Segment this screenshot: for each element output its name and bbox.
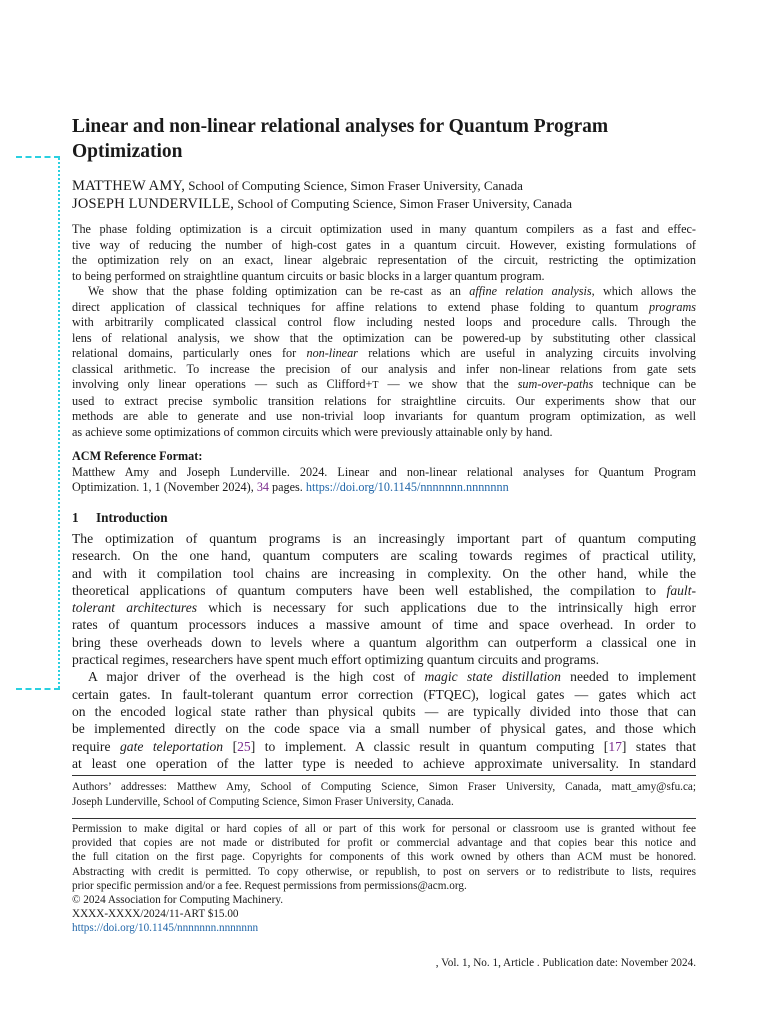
abstract-line: the optimization rely on an exact, linear algebraic representation of the circuit, restricting the optimization [72,253,696,267]
annotation-dots-side [58,158,60,688]
abstract-line [72,284,696,300]
permission-notice [72,822,696,936]
abstract [72,222,696,440]
body-line: research. On the one hand, quantum computers are scaling towards regimes of practical utility, [72,548,696,564]
body-line: The optimization of quantum programs is an increasingly important part of quantum computing [72,531,696,546]
abstract-line [72,300,696,316]
text-run: require [72,738,120,754]
text-run: relations which are useful in analyzing circuits involving [357,346,696,360]
section-number: 1 [72,510,79,525]
body-line [72,582,696,599]
doi-link[interactable]: https://doi.org/10.1145/nnnnnnn.nnnnnnn [72,922,259,935]
body-line: bring these overheads down to levels where a quantum algorithm can outperform a classical one in [72,634,696,650]
permission-line: the full citation on the first page. Copyrights for components of this work owned by others than ACM must be honored. [72,851,696,864]
text-run: A major driver of the overhead is the high cost of [88,669,425,685]
abstract-line: methods are able to generate and use non-trivial loop invariants for quantum program optimization, as well [72,409,696,423]
emphasis: gate teleportation [119,738,224,754]
author-name: MATTHEW AMY, [72,178,186,194]
acm-reference [72,449,696,496]
body-line: and with it compilation tool chains are increasing in complexity. On the other hand, while the [72,565,696,581]
text-run: technique can be [593,377,697,391]
author-affiliation: School of Computing Science, Simon Fraser University, Canada [185,178,523,193]
emphasis: tolerant architectures [72,600,198,616]
address-line: Authors’ addresses: Matthew Amy, School of Computing Science, Simon Fraser University, Canada, matt_amy@sfu.ca; [72,781,696,793]
emphasis: sum-over-paths [517,377,594,391]
text-run: , which allows the [591,284,697,298]
text-run: Optimization. 1, 1 (November 2024), [72,480,257,494]
annotation-dashes-top [16,156,60,158]
text-run: which is necessary for such applications due to the intrinsically high error [197,600,696,616]
abstract-line: The phase folding optimization is a circuit optimization used in many quantum compilers as a fast and effec- [72,222,696,236]
permission-doi [72,921,696,935]
body-line: at least one operation of the latter type is needed to achieve approximate universality. In standard [72,755,696,771]
acm-reference-line: Matthew Amy and Joseph Lunderville. 2024. Linear and non-linear relational analyses for Quantum Program [72,464,696,479]
text-run: ] states that [621,738,696,754]
emphasis: affine relation analysis [469,284,592,298]
text-run: relational domains, particularly ones for [72,346,307,360]
body-line: certain gates. In fault-tolerant quantum error correction (FTQEC), logical gates — gates which act [72,686,696,702]
address-line: Joseph Lunderville, School of Computing Science, Simon Fraser University, Canada. [72,795,454,808]
author-addresses [72,780,696,809]
annotation-dashes-bottom [16,688,60,690]
text-run: direct application of classical techniques for affine relations to extend phase folding to quantum [72,299,650,314]
permission-line: prior specific permission and/or a fee. Request permissions from permissions@acm.org. [72,879,467,892]
author-list [72,177,696,213]
author-1 [72,177,696,195]
text-run: theoretical applications of quantum computers have been well established, the compilation to [72,582,667,598]
citation-link[interactable]: 17 [608,738,622,754]
paper-title: Linear and non-linear relational analyses for Quantum Program Optimization [72,116,609,162]
section-heading [72,510,168,526]
abstract-line: tive way of reducing the number of high-cost gates in a quantum circuit. However, existing formulations of [72,237,696,252]
text-run: [ [223,738,238,754]
permission-line: Abstracting with credit is permitted. To copy otherwise, or republish, to post on servers or to redistribute to lists, requires [72,865,696,878]
acm-reference-heading: ACM Reference Format: [72,449,203,463]
text-run: We show that the phase folding optimization can be re-cast as an [88,284,470,298]
citation-link[interactable]: 25 [237,738,251,754]
isbn-line: XXXX-XXXX/2024/11-ART $15.00 [72,908,239,921]
permission-rule [72,818,696,819]
author-2 [72,195,696,213]
acm-reference-line [72,480,696,496]
doi-link[interactable]: https://doi.org/10.1145/nnnnnnn.nnnnnnn [305,480,509,494]
text-run: needed to implement [560,669,697,685]
text-run: — we show that the [378,377,518,391]
text-run: ] to implement. A classic result in quantum computing [ [250,738,609,754]
body-line [72,599,696,616]
author-affiliation: School of Computing Science, Simon Fraser University, Canada [234,196,572,211]
permission-line: provided that copies are not made or distributed for profit or commercial advantage and that copies bear this notice and [72,837,696,850]
abstract-line: used to extract precise symbolic transition relations for straightline circuits. Our experiments show that our [72,393,696,408]
page-count-link[interactable]: 34 [256,480,269,494]
author-name: JOSEPH LUNDERVILLE, [72,196,235,212]
copyright-line: © 2024 Association for Computing Machinery. [72,894,283,907]
abstract-line [72,346,696,362]
gate-t: T [372,380,379,391]
introduction-body [72,530,696,772]
emphasis: fault- [666,582,696,598]
text-run: involving only linear operations — such as Clifford+ [72,377,373,391]
emphasis: programs [649,299,696,314]
page-footer: , Vol. 1, No. 1, Article . Publication date: November 2024. [435,957,696,969]
body-line [72,668,696,685]
emphasis: magic state distillation [424,669,561,685]
emphasis: non-linear [306,346,358,360]
abstract-line: with arbitrarily complicated classical control flow including nested loops and procedure calls. Through the [72,315,696,329]
permission-line: Permission to make digital or hard copies of all or part of this work for personal or classroom use is granted without fee [72,823,696,835]
abstract-line: lens of relational analysis, we show that the optimization can be powered-up by substituting other classical [72,330,696,345]
body-line: be implemented directly on the code space via a small number of physical gates, and those which [72,721,696,737]
footnote-rule [72,775,696,776]
abstract-line: as achieve some optimizations of common circuits which were previously attainable only by hand. [72,424,553,439]
abstract-line: classical arithmetic. To increase the precision of our analysis and infer non-linear relations from gate sets [72,361,696,376]
body-line [72,738,696,755]
body-line: on the encoded logical state rather than physical qubits — are typically divided into those that can [72,703,696,719]
text-run: pages. [269,480,306,494]
body-line: practical regimes, researchers have spent much effort optimizing quantum circuits and programs. [72,652,600,668]
section-title: Introduction [96,510,168,525]
abstract-line: to being performed on straightline quantum circuits or basic blocks in a larger quantum program. [72,268,545,283]
body-line: rates of quantum processors induces a massive amount of time and space overhead. In order to [72,617,696,633]
abstract-line [72,377,696,394]
